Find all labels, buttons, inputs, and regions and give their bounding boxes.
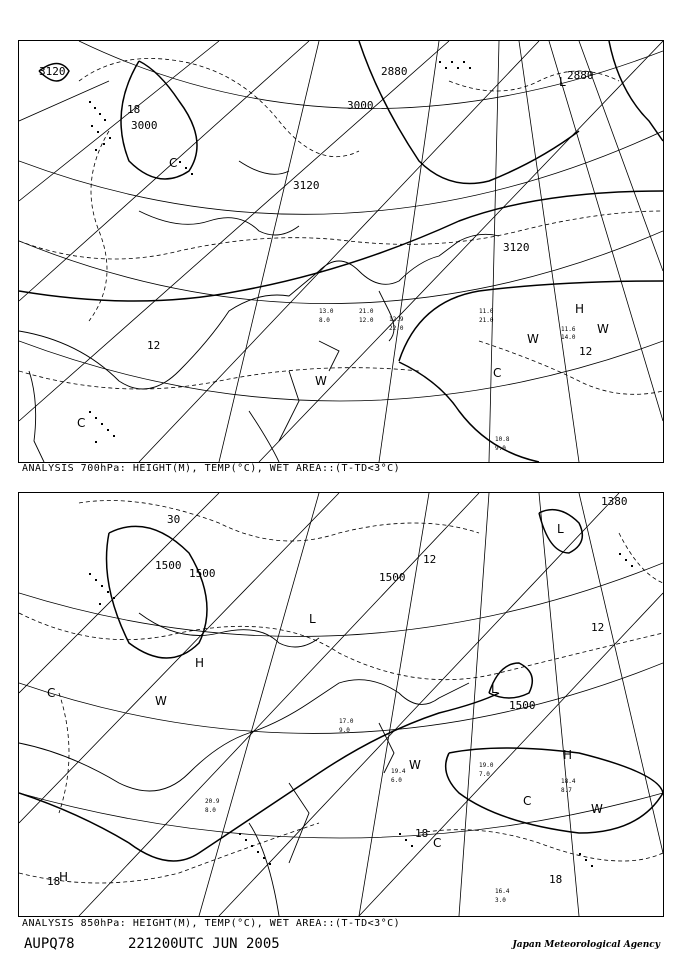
station-value: 13.0 bbox=[319, 308, 334, 315]
temp-label: 18 bbox=[47, 875, 61, 888]
map-panel-850hpa bbox=[18, 492, 664, 917]
center-marker: W bbox=[597, 322, 609, 336]
center-marker: W bbox=[527, 332, 539, 346]
height-label: 3120 bbox=[293, 179, 320, 192]
center-marker: C bbox=[493, 366, 502, 380]
center-marker: C bbox=[433, 836, 442, 850]
wet-area-dots bbox=[89, 553, 633, 867]
center-marker: C bbox=[169, 156, 178, 170]
valid-time: 221200UTC JUN 2005 bbox=[128, 936, 280, 952]
station-value: 8.7 bbox=[561, 787, 572, 794]
agency-credit: Japan Meteorological Agency bbox=[512, 940, 660, 950]
center-marker: W bbox=[409, 758, 421, 772]
temp-label: 12 bbox=[591, 621, 605, 634]
temperature-isotherms bbox=[19, 59, 663, 395]
temperature-isotherms bbox=[19, 501, 663, 884]
center-marker: L bbox=[309, 612, 316, 626]
height-label: 1500 bbox=[509, 699, 536, 712]
station-value: 11.0 bbox=[479, 308, 494, 315]
height-contours bbox=[19, 41, 663, 462]
station-value: 3.0 bbox=[495, 897, 506, 904]
temp-label: 12 bbox=[579, 345, 593, 358]
station-value: 7.0 bbox=[479, 771, 490, 778]
center-marker: L bbox=[559, 75, 566, 89]
temp-label: 12 bbox=[423, 553, 437, 566]
station-value: 12.9 bbox=[389, 316, 404, 323]
station-value: 22.0 bbox=[389, 325, 404, 332]
map-700hpa-chart bbox=[19, 41, 663, 462]
height-label: 3000 bbox=[347, 99, 374, 112]
center-marker: W bbox=[155, 694, 167, 708]
center-marker: H bbox=[195, 656, 205, 670]
station-value: 6.0 bbox=[391, 777, 402, 784]
center-marker: L bbox=[491, 682, 498, 696]
station-value: 14.0 bbox=[561, 334, 576, 341]
graticule bbox=[19, 41, 663, 462]
product-code: AUPQ78 bbox=[24, 936, 75, 952]
center-marker: W bbox=[591, 802, 603, 816]
center-marker: H bbox=[563, 748, 573, 762]
station-value: 21.0 bbox=[479, 317, 494, 324]
temp-label: 18 bbox=[127, 103, 141, 116]
map-850hpa-chart bbox=[19, 493, 663, 916]
height-label: 3000 bbox=[131, 119, 158, 132]
height-label: 1500 bbox=[155, 559, 182, 572]
station-value: 8.0 bbox=[319, 317, 330, 324]
station-value: 10.8 bbox=[495, 436, 510, 443]
center-marker: L bbox=[557, 522, 564, 536]
caption-700hpa: ANALYSIS 700hPa: HEIGHT(M), TEMP(°C), WET AREA::(T-TD<3°C) bbox=[22, 463, 401, 474]
station-value: 18.4 bbox=[561, 778, 576, 785]
station-value: 8.0 bbox=[205, 807, 216, 814]
center-marker: C bbox=[523, 794, 532, 808]
station-value: 12.0 bbox=[359, 317, 374, 324]
center-marker: H bbox=[575, 302, 585, 316]
caption-850hpa: ANALYSIS 850hPa: HEIGHT(M), TEMP(°C), WET AREA::(T-TD<3°C) bbox=[22, 918, 401, 929]
height-label: 2880 bbox=[381, 65, 408, 78]
temp-label: 18 bbox=[549, 873, 563, 886]
temp-label: 12 bbox=[147, 339, 161, 352]
station-value: 9.0 bbox=[339, 727, 350, 734]
center-marker: C bbox=[47, 686, 56, 700]
height-label: 3120 bbox=[503, 241, 530, 254]
height-label: 1380 bbox=[601, 495, 628, 508]
map-panel-700hpa bbox=[18, 40, 664, 463]
height-label: 1500 bbox=[379, 571, 406, 584]
graticule bbox=[19, 493, 663, 916]
temp-label: 30 bbox=[167, 513, 181, 526]
station-value: 21.0 bbox=[359, 308, 374, 315]
center-marker: H bbox=[59, 870, 69, 884]
height-contours bbox=[19, 510, 663, 861]
height-label: 3120 bbox=[39, 65, 66, 78]
station-value: 9.0 bbox=[495, 445, 506, 452]
temp-label: 18 bbox=[415, 827, 429, 840]
station-value: 19.0 bbox=[479, 762, 494, 769]
center-marker: C bbox=[77, 416, 86, 430]
station-value: 16.4 bbox=[495, 888, 510, 895]
height-label: 1500 bbox=[189, 567, 216, 580]
station-value: 17.0 bbox=[339, 718, 354, 725]
station-value: 11.6 bbox=[561, 326, 576, 333]
center-marker: W bbox=[315, 374, 327, 388]
height-label: 2880 bbox=[567, 69, 594, 82]
station-value: 19.4 bbox=[391, 768, 406, 775]
station-value: 20.9 bbox=[205, 798, 220, 805]
